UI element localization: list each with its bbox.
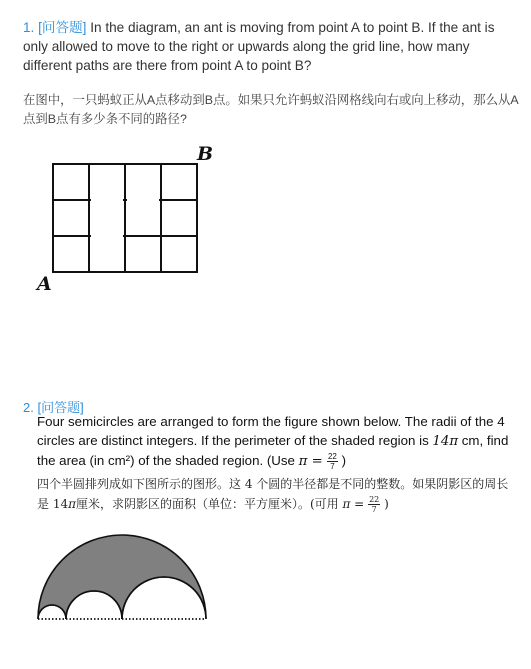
fraction-22-7 xyxy=(368,495,380,514)
q2-en-text: ) xyxy=(337,453,347,468)
question-1-text-cn: 在图中，一只蚂蚁正从A点移动到B点。如果只允许蚂蚁沿网格线向右或向上移动，那么从A点到B点有多少条不同的路径? xyxy=(23,93,519,126)
q2-cn-pi: π xyxy=(68,497,76,511)
question-1 xyxy=(23,18,519,75)
q2-en-text: Four semicircles are arranged to form the figure shown below. The radii of the 4 circles are distinct integers. If the perimeter of the shaded region is xyxy=(37,414,505,448)
q2-en-pi: π = xyxy=(298,454,327,469)
q2-en-text: cm, find the area (in cm²) of the shaded region. (Use xyxy=(37,433,509,468)
fraction-denominator: 7 xyxy=(330,461,335,471)
q2-cn-pi: π = xyxy=(342,497,369,511)
fraction-numerator: 22 xyxy=(327,451,337,461)
question-2-text-cn xyxy=(37,474,517,514)
grid-diagram xyxy=(35,143,215,293)
point-b-label: B xyxy=(197,143,214,165)
q2-cn-text: 厘米，求阴影区的面积（单位：平方厘米）。(可用 xyxy=(75,497,343,511)
fraction-numerator: 22 xyxy=(369,495,380,504)
question-2-text-en xyxy=(37,412,517,471)
q2-cn-text: ) xyxy=(380,497,389,511)
question-1-text-en: In the diagram, an ant is moving from point A to point B. If the ant is only allowed to move to the right or upwards along the grid line, how many different paths are there from point A to point B? xyxy=(23,20,495,73)
question-1-number: 1. [问答题] xyxy=(23,20,87,35)
q2-cn-text: 四个半圆排列成如下图所示的图形。这 4 个圆的半径都是不同的整数。如果阴影区的周长是 14 xyxy=(37,477,509,511)
fraction-22-7 xyxy=(327,452,338,471)
point-a-label: A xyxy=(37,273,52,293)
shaded-region xyxy=(38,535,206,619)
q2-en-perimeter: 14π xyxy=(432,434,459,449)
semicircles-figure xyxy=(30,525,225,625)
question-2-number: 2. [问答题] xyxy=(23,400,84,415)
fraction-denominator: 7 xyxy=(371,505,377,514)
